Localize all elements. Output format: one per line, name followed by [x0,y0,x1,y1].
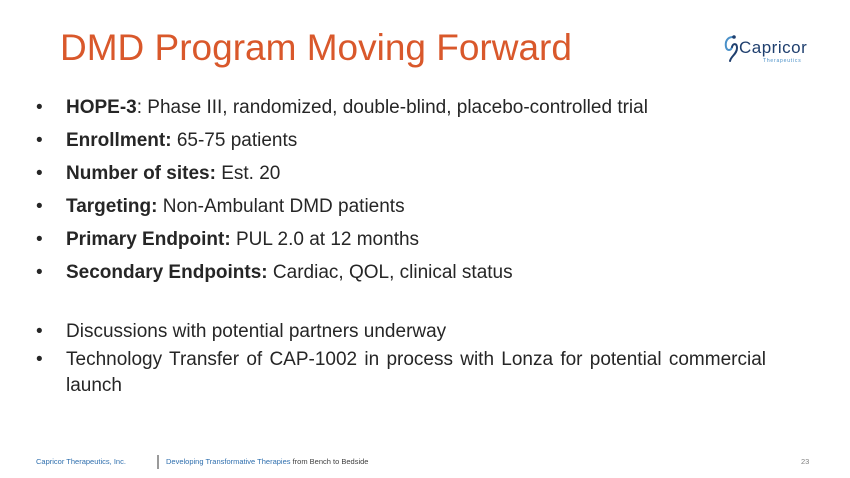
footer-divider [157,455,159,469]
list-item [36,195,766,228]
list-item [36,228,766,261]
item-text: Technology Transfer of CAP-1002 in process with Lonza for potential commercial launch [66,349,766,396]
logo-wordmark: Capricor [739,38,808,57]
item-text: Est. 20 [215,163,281,184]
footer-company: Capricor Therapeutics, Inc. [36,457,126,466]
bullet-icon: • [36,321,43,342]
capricor-mark-icon [722,34,740,64]
list-item [36,347,766,399]
tagline-rest: from Bench to Bedside [290,457,369,466]
slide-title: DMD Program Moving Forward [60,27,572,68]
company-logo [722,34,822,70]
key-facts-list [36,96,766,294]
item-text: PUL 2.0 at 12 months [230,229,420,250]
list-item [36,261,766,294]
item-label: Number of sites: [66,163,216,184]
bullet-icon: • [36,262,43,283]
bullet-icon: • [36,97,43,118]
list-item [36,96,766,129]
logo-subtitle: Therapeutics [763,58,802,64]
bullet-icon: • [36,349,43,370]
item-text: 65-75 patients [171,130,298,151]
item-label: Primary Endpoint: [66,229,231,250]
item-text: Non-Ambulant DMD patients [157,196,405,217]
item-label: Enrollment: [66,130,172,151]
bullet-icon: • [36,130,43,151]
item-text: Cardiac, QOL, clinical status [267,262,513,283]
footer-tagline [166,457,368,467]
list-item [36,162,766,195]
tagline-highlight: Developing Transformative Therapies [166,457,291,466]
item-text: : Phase III, randomized, double-blind, placebo-controlled trial [136,97,648,118]
list-item [36,129,766,162]
item-label: Secondary Endpoints: [66,262,268,283]
list-item [36,319,766,345]
updates-list [36,319,766,401]
bullet-icon: • [36,163,43,184]
item-text: Discussions with potential partners underway [66,321,447,342]
item-label: HOPE-3 [66,97,137,118]
item-label: Targeting: [66,196,158,217]
bullet-icon: • [36,196,43,217]
bullet-icon: • [36,229,43,250]
page-number: 23 [801,457,810,466]
